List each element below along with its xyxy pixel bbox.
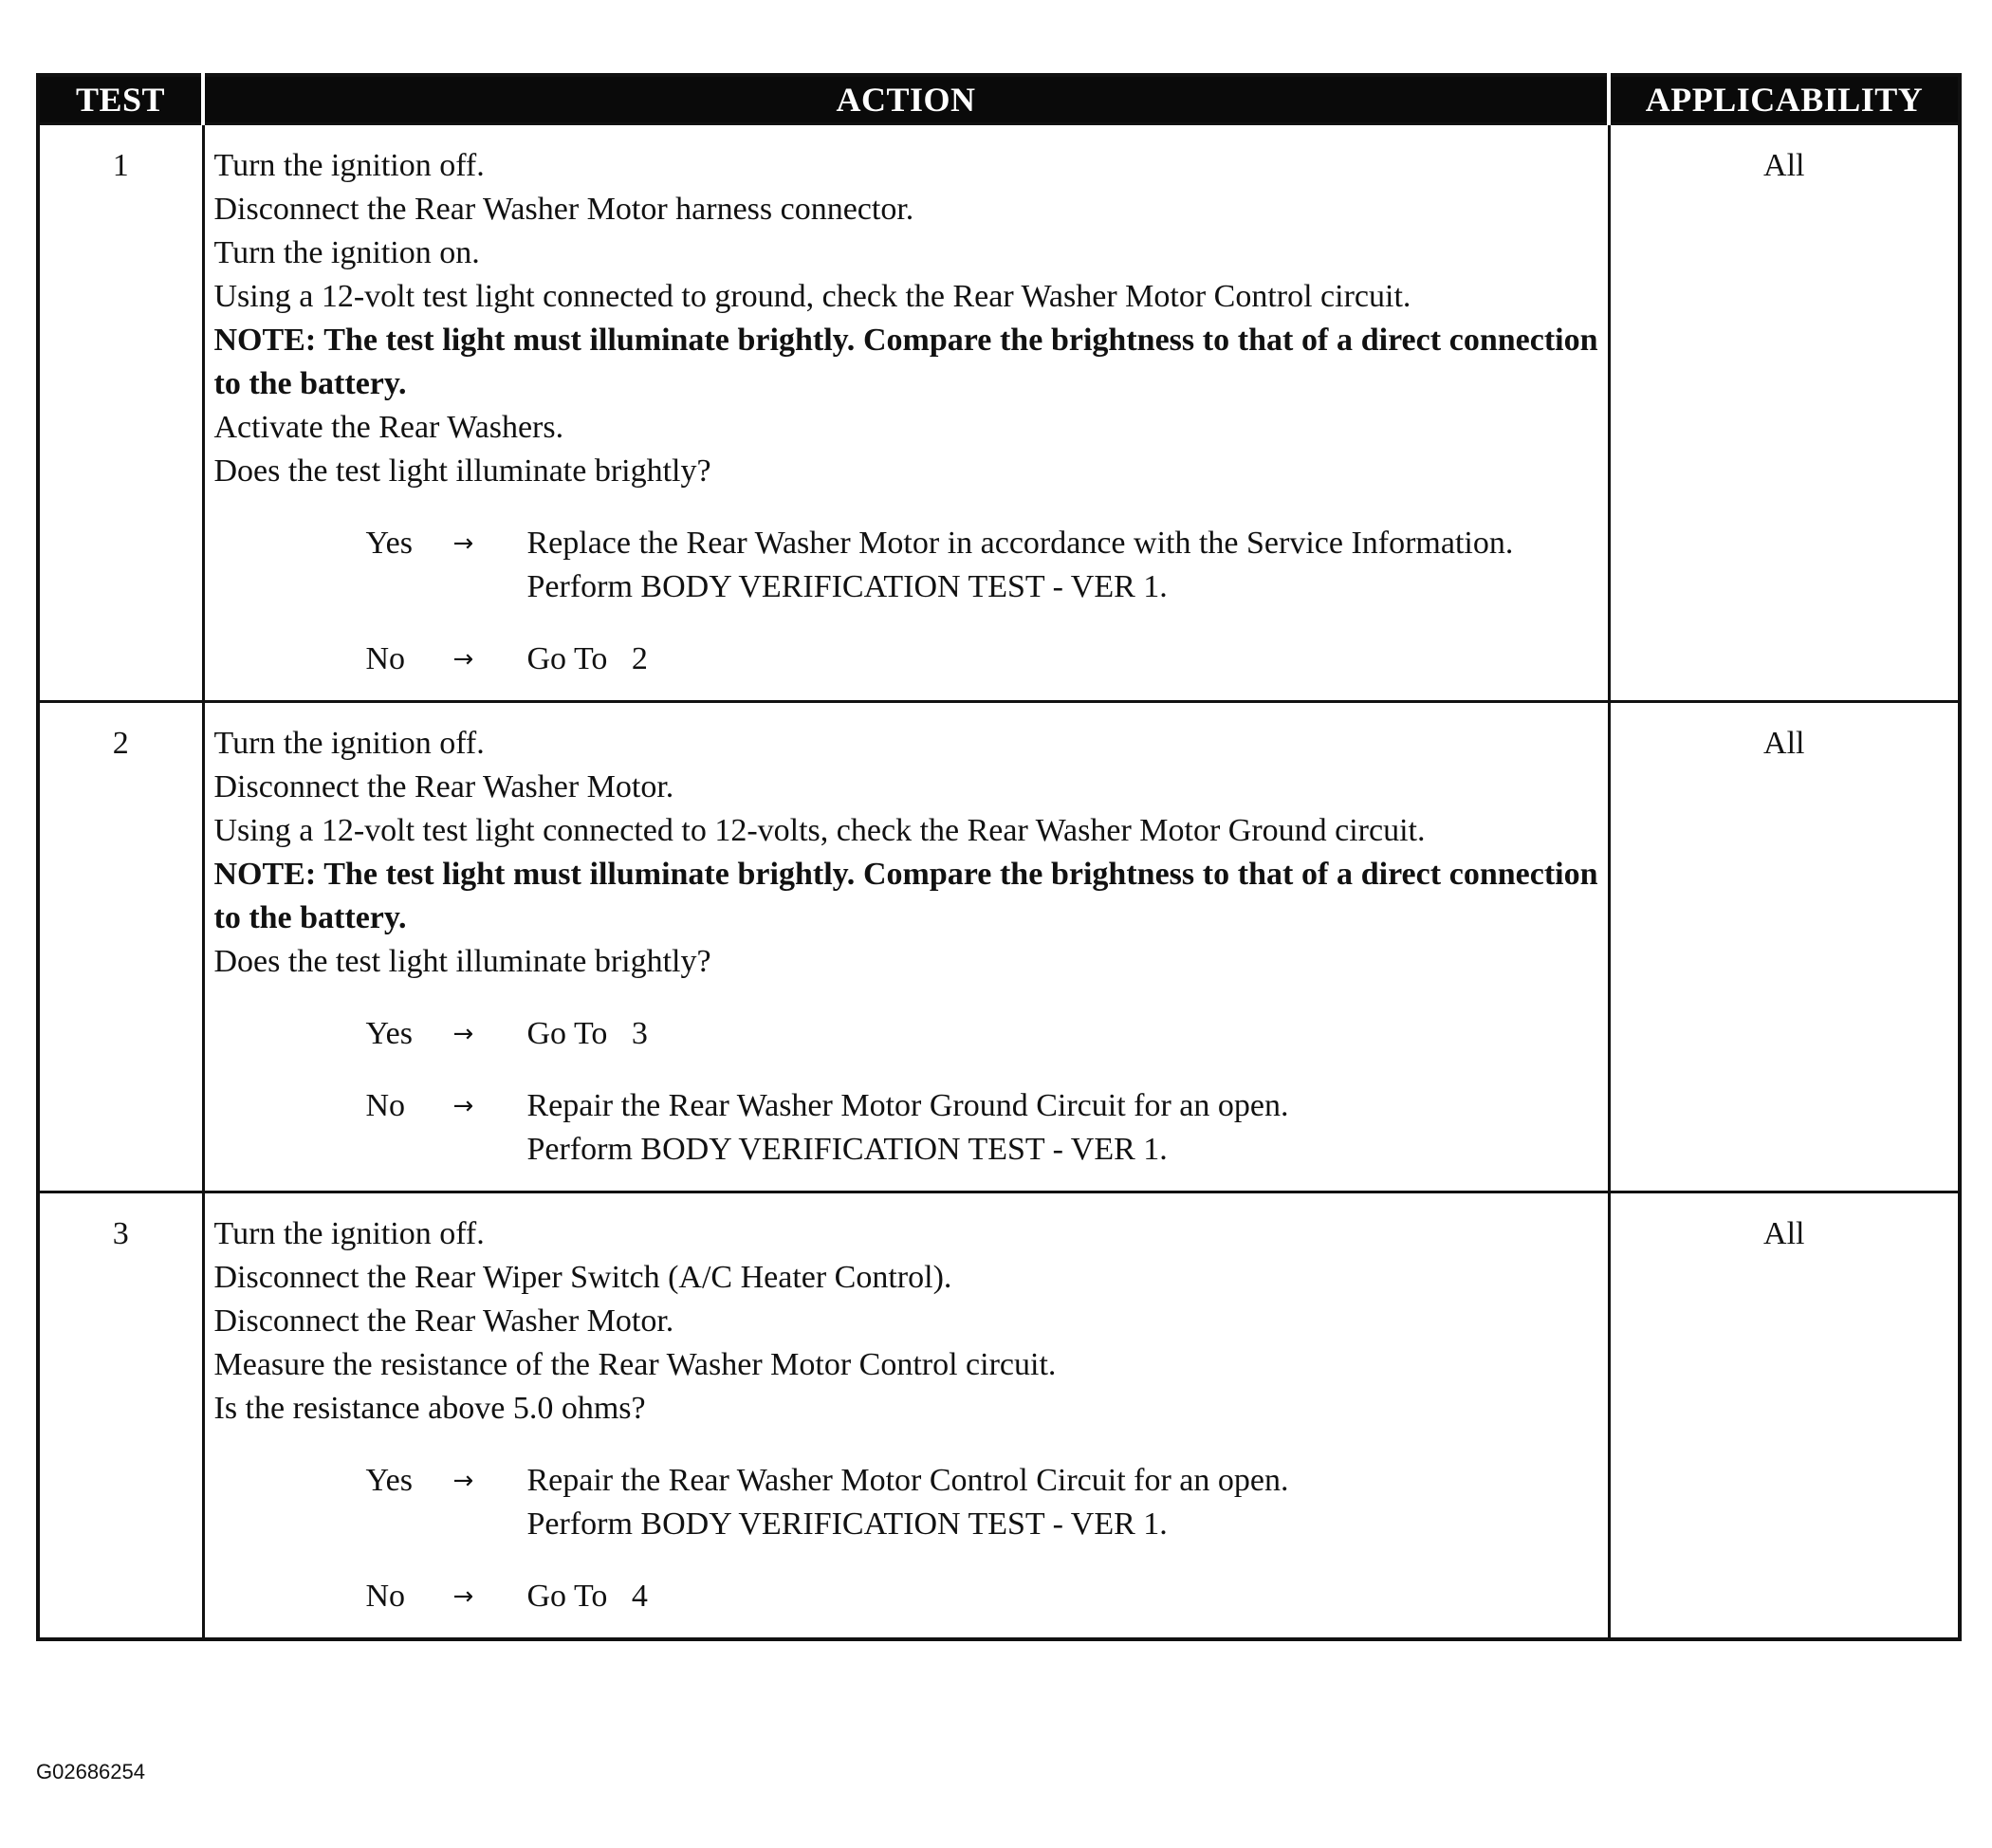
yes-label: Yes — [365, 1463, 413, 1498]
outcome-line: Go To 4 — [526, 1579, 648, 1614]
outcome-line: Replace the Rear Washer Motor in accordance with the Service Information. — [526, 526, 1514, 561]
action-cell — [203, 702, 1609, 1192]
yes-label: Yes — [365, 526, 413, 561]
outcome-line: Perform BODY VERIFICATION TEST - VER 1. — [526, 1506, 1168, 1542]
outcome-line: Perform BODY VERIFICATION TEST - VER 1. — [526, 569, 1168, 604]
outcome-line: Repair the Rear Washer Motor Ground Circuit for an open. — [526, 1088, 1289, 1123]
right-arrow-icon: → — [452, 529, 474, 558]
action-question: Is the resistance above 5.0 ohms? — [213, 1391, 646, 1426]
action-step: Using a 12-volt test light connected to ground, check the Rear Washer Motor Control circuit. — [213, 279, 1411, 314]
no-result — [366, 1084, 1598, 1172]
action-step: Turn the ignition off. — [213, 1216, 485, 1251]
outcome-line: Go To 3 — [526, 1016, 648, 1051]
action-step: Disconnect the Rear Wiper Switch (A/C Heater Control). — [213, 1260, 952, 1295]
yes-result — [366, 522, 1598, 609]
table-header — [38, 75, 1960, 124]
action-step: Using a 12-volt test light connected to 12-volts, check the Rear Washer Motor Ground circuit. — [213, 813, 1426, 848]
action-step: Disconnect the Rear Washer Motor. — [213, 1303, 674, 1339]
table-row — [38, 124, 1960, 702]
action-step: Disconnect the Rear Washer Motor. — [213, 769, 674, 804]
no-outcome — [527, 1575, 1598, 1618]
yes-outcome — [527, 1012, 1598, 1056]
action-note: NOTE: The test light must illuminate brightly. Compare the brightness to that of a direct connection to the battery. — [213, 323, 1598, 401]
right-arrow-icon: → — [452, 1582, 474, 1611]
test-number: 1 — [38, 124, 203, 702]
no-result — [366, 1575, 1598, 1618]
no-label: No — [365, 1088, 406, 1123]
action-question: Does the test light illuminate brightly? — [213, 453, 711, 489]
action-step: Turn the ignition on. — [213, 235, 480, 270]
diagnostic-test-table — [36, 73, 1962, 1641]
no-label: No — [365, 641, 406, 676]
no-label: No — [365, 1579, 406, 1614]
header-applicability: APPLICABILITY — [1609, 75, 1960, 124]
action-step: Turn the ignition off. — [213, 148, 485, 183]
yes-outcome — [527, 1459, 1598, 1546]
no-result — [366, 638, 1598, 681]
action-note: NOTE: The test light must illuminate brightly. Compare the brightness to that of a direct connection to the battery. — [213, 857, 1598, 935]
table-row — [38, 1192, 1960, 1640]
action-step: Turn the ignition off. — [213, 726, 485, 761]
action-cell — [203, 1192, 1609, 1640]
yes-label: Yes — [365, 1016, 413, 1051]
action-step: Activate the Rear Washers. — [213, 410, 564, 445]
figure-id: G02686254 — [36, 1760, 145, 1783]
yes-result — [366, 1459, 1598, 1546]
right-arrow-icon: → — [452, 645, 474, 674]
yes-result — [366, 1012, 1598, 1056]
outcome-line: Perform BODY VERIFICATION TEST - VER 1. — [526, 1132, 1168, 1167]
action-step: Measure the resistance of the Rear Washer Motor Control circuit. — [213, 1347, 1057, 1382]
table-row — [38, 702, 1960, 1192]
action-question: Does the test light illuminate brightly? — [213, 944, 711, 979]
outcome-line: Repair the Rear Washer Motor Control Circuit for an open. — [526, 1463, 1289, 1498]
right-arrow-icon: → — [452, 1467, 474, 1495]
test-number: 2 — [38, 702, 203, 1192]
right-arrow-icon: → — [452, 1020, 474, 1048]
applicability-value: All — [1609, 702, 1960, 1192]
no-outcome — [527, 1084, 1598, 1172]
action-cell — [203, 124, 1609, 702]
yes-outcome — [527, 522, 1598, 609]
no-outcome — [527, 638, 1598, 681]
header-action: ACTION — [203, 75, 1609, 124]
outcome-line: Go To 2 — [526, 641, 648, 676]
test-number: 3 — [38, 1192, 203, 1640]
right-arrow-icon: → — [452, 1092, 474, 1120]
action-step: Disconnect the Rear Washer Motor harness connector. — [213, 192, 914, 227]
applicability-value: All — [1609, 124, 1960, 702]
applicability-value: All — [1609, 1192, 1960, 1640]
header-test: TEST — [38, 75, 203, 124]
